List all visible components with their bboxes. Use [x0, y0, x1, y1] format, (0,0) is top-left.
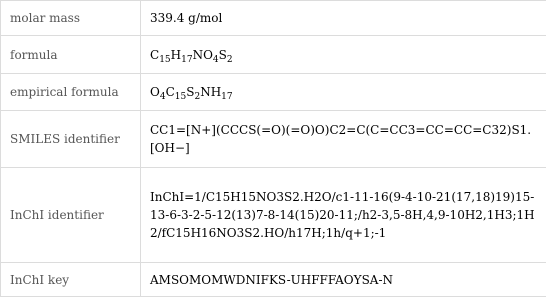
formula-count: 15	[159, 55, 170, 65]
label-empirical-formula: empirical formula	[1, 74, 141, 111]
label-smiles: SMILES identifier	[1, 111, 141, 168]
label-formula: formula	[1, 36, 141, 74]
formula-element: H	[171, 48, 181, 62]
formula-count: 2	[227, 55, 233, 65]
formula-element: S	[186, 85, 194, 99]
formula-element: O	[150, 85, 160, 99]
formula-count: 17	[221, 92, 232, 102]
formula-element: S	[219, 48, 227, 62]
value-molar-mass: 339.4 g/mol	[141, 1, 546, 36]
formula-count: 2	[194, 92, 200, 102]
row-inchi	[1, 168, 546, 263]
row-inchi-key	[1, 263, 546, 297]
value-inchi-key: AMSOMOMWDNIFKS-UHFFFAOYSA-N	[141, 263, 546, 297]
formula-count: 15	[175, 92, 186, 102]
formula-element: C	[166, 85, 175, 99]
formula-element: NO	[193, 48, 213, 62]
formula-element: C	[150, 48, 159, 62]
row-empirical-formula	[1, 74, 546, 111]
formula-count: 4	[160, 92, 166, 102]
formula-count: 4	[213, 55, 219, 65]
row-formula	[1, 36, 546, 74]
row-molar-mass	[1, 1, 546, 36]
formula-element: NH	[200, 85, 221, 99]
row-smiles	[1, 111, 546, 168]
value-empirical-formula	[141, 74, 546, 111]
label-inchi: InChI identifier	[1, 168, 141, 263]
value-inchi: InChI=1/C15H15NO3S2.H2O/c1-11-16(9-4-10-21(17,18)19)15-13-6-3-2-5-12(13)7-8-14(15)20-11;/h2-3,5-8H,4,9-10H2,1H3;1H2/fC15H16NO3S2.HO/h17H;1h/q+1;-1	[141, 168, 546, 263]
formula-count: 17	[181, 55, 192, 65]
label-molar-mass: molar mass	[1, 1, 141, 36]
value-formula	[141, 36, 546, 74]
value-smiles: CC1=[N+](CCCS(=O)(=O)O)C2=C(C=CC3=CC=CC=C32)S1.[OH−]	[141, 111, 546, 168]
label-inchi-key: InChI key	[1, 263, 141, 297]
